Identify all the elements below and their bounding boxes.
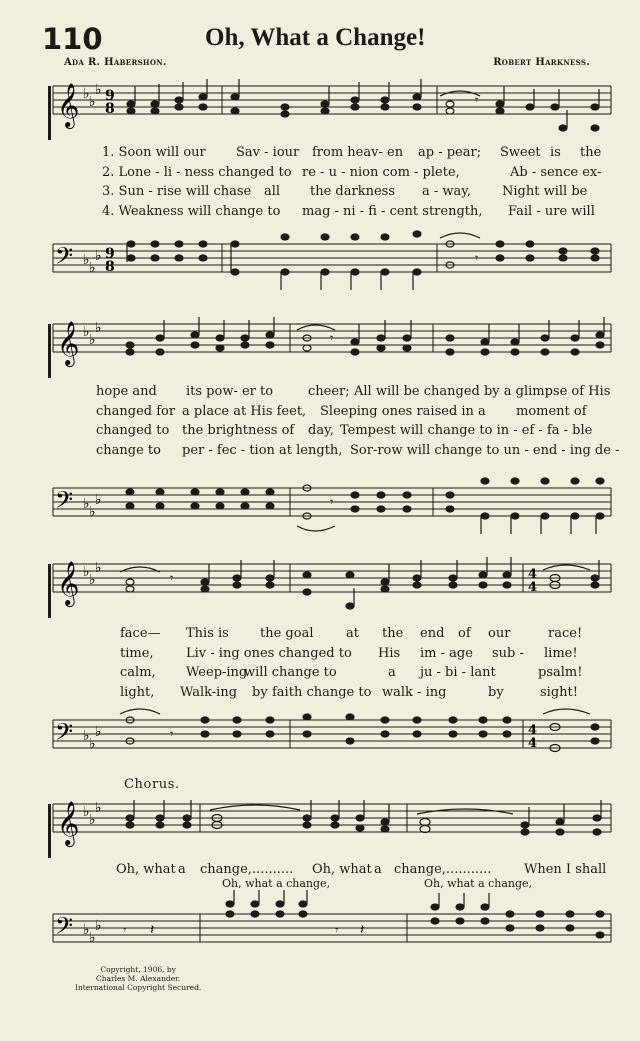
- hymn-title: Oh, What a Change!: [205, 24, 426, 51]
- verse-line: light, Walk-ing by faith change to walk - ing by sight!: [120, 684, 578, 700]
- verse-line: 4. Weakness will change to mag - ni - fi - cent strength, Fail - ure will: [102, 203, 595, 219]
- svg-text:𝄾: 𝄾: [170, 727, 174, 741]
- hymn-number: 110: [42, 22, 103, 56]
- verses-block-3: [120, 626, 640, 704]
- svg-text:𝄢: 𝄢: [55, 912, 74, 945]
- svg-text:♭: ♭: [95, 248, 102, 264]
- chorus-echo-2: Oh, what a change,: [424, 877, 533, 890]
- svg-text:♭: ♭: [83, 564, 90, 580]
- svg-text:♭: ♭: [95, 918, 102, 934]
- svg-text:𝄞: 𝄞: [57, 801, 80, 845]
- svg-text:♭: ♭: [83, 922, 90, 938]
- svg-text:♭: ♭: [83, 324, 90, 340]
- chorus-bass-staff: [45, 888, 615, 958]
- verse-line: face— This is the goal at the end of our race!: [120, 626, 583, 641]
- svg-text:♭: ♭: [95, 492, 102, 508]
- composer-credit: Robert Harkness.: [493, 57, 590, 68]
- chorus-label: Chorus.: [124, 777, 180, 792]
- svg-text:4: 4: [528, 723, 538, 738]
- verse-line: changed for a place at His feet, Sleeping ones raised in a moment of: [96, 403, 587, 419]
- verse-line: changed to the brightness of day, Tempest will change to in - ef - fa - ble: [96, 423, 593, 438]
- chorus-echo-1: Oh, what a change,: [222, 877, 331, 890]
- svg-text:♭: ♭: [83, 804, 90, 820]
- svg-text:♭: ♭: [89, 94, 96, 110]
- verse-line: 1. Soon will our Sav - iour from heav- en ap - pear; Sweet is the: [102, 145, 602, 160]
- svg-text:8: 8: [105, 259, 115, 275]
- svg-text:𝄾: 𝄾: [170, 571, 174, 585]
- system-1-treble-staff: [45, 74, 615, 140]
- verses-block-2: [96, 384, 640, 462]
- svg-text:♭: ♭: [89, 572, 96, 588]
- svg-text:♭: ♭: [95, 724, 102, 740]
- svg-text:♭: ♭: [95, 560, 102, 576]
- system-1-bass-staff: [45, 226, 615, 296]
- svg-text:♭: ♭: [89, 332, 96, 348]
- svg-text:𝄢: 𝄢: [55, 718, 74, 751]
- verse-line: 2. Lone - li - ness changed to re - u - nion com - plete, Ab - sence ex-: [102, 164, 602, 180]
- system-2-bass-staff: [45, 470, 615, 540]
- time-signature-top: 9: [105, 88, 115, 104]
- svg-text:𝄾: 𝄾: [330, 495, 334, 509]
- svg-text:♭: ♭: [89, 260, 96, 276]
- time-change-bottom: 4: [528, 580, 538, 595]
- svg-text:𝄞: 𝄞: [57, 321, 80, 365]
- svg-text:𝄾: 𝄾: [335, 923, 339, 937]
- svg-text:♭: ♭: [95, 82, 102, 98]
- svg-text:9: 9: [105, 246, 115, 262]
- chorus-treble-staff: [45, 792, 615, 858]
- svg-text:𝄾: 𝄾: [123, 923, 127, 937]
- verse-line: calm, Weep-ing will change to a ju - bi - lant psalm!: [120, 665, 583, 680]
- time-change-top: 4: [528, 567, 538, 582]
- svg-text:♭: ♭: [83, 728, 90, 744]
- verse-line: change to per - fec - tion at length, Sor-row will change to un - end - ing de -: [96, 442, 620, 458]
- svg-text:𝄽: 𝄽: [360, 922, 365, 938]
- verse-line: hope and its pow- er to cheer; All will be changed by a glimpse of His: [96, 384, 611, 399]
- time-signature-bottom: 8: [105, 101, 115, 117]
- system-3-bass-staff: [45, 702, 615, 772]
- chorus-lyrics: [116, 862, 640, 882]
- system-2-treble-staff: [45, 312, 615, 378]
- svg-text:♭: ♭: [83, 252, 90, 268]
- verses-block-1: [102, 145, 640, 223]
- bass-clef-icon: 𝄢: [55, 242, 74, 275]
- system-3-treble-staff: [45, 552, 615, 618]
- svg-text:♭: ♭: [89, 736, 96, 752]
- verse-line: 3. Sun - rise will chase all the darkness a - way, Night will be: [102, 184, 588, 199]
- svg-text:♭: ♭: [95, 320, 102, 336]
- treble-clef-icon: 𝄞: [57, 83, 80, 127]
- verse-line: time, Liv - ing ones changed to His im - age sub - lime!: [120, 645, 578, 661]
- svg-text:♭: ♭: [83, 496, 90, 512]
- svg-text:♭: ♭: [95, 800, 102, 816]
- svg-text:♭: ♭: [89, 812, 96, 828]
- author-credit: Ada R. Habershon.: [64, 57, 167, 68]
- svg-text:♭: ♭: [83, 86, 90, 102]
- svg-text:𝄾: 𝄾: [475, 251, 479, 265]
- copyright-notice: Copyright, 1906, by Charles M. Alexander. International Copyright Secured.: [75, 965, 202, 992]
- svg-text:4: 4: [528, 736, 538, 751]
- svg-text:𝄾: 𝄾: [475, 93, 479, 107]
- svg-text:𝄢: 𝄢: [55, 486, 74, 519]
- svg-text:♭: ♭: [89, 504, 96, 520]
- svg-text:𝄽: 𝄽: [150, 922, 155, 938]
- svg-text:♭: ♭: [89, 930, 96, 946]
- svg-text:𝄞: 𝄞: [57, 561, 80, 605]
- svg-text:𝄾: 𝄾: [330, 331, 334, 345]
- chorus-line: Oh, what a change,.......... Oh, what a change,........... When I shall: [116, 862, 607, 877]
